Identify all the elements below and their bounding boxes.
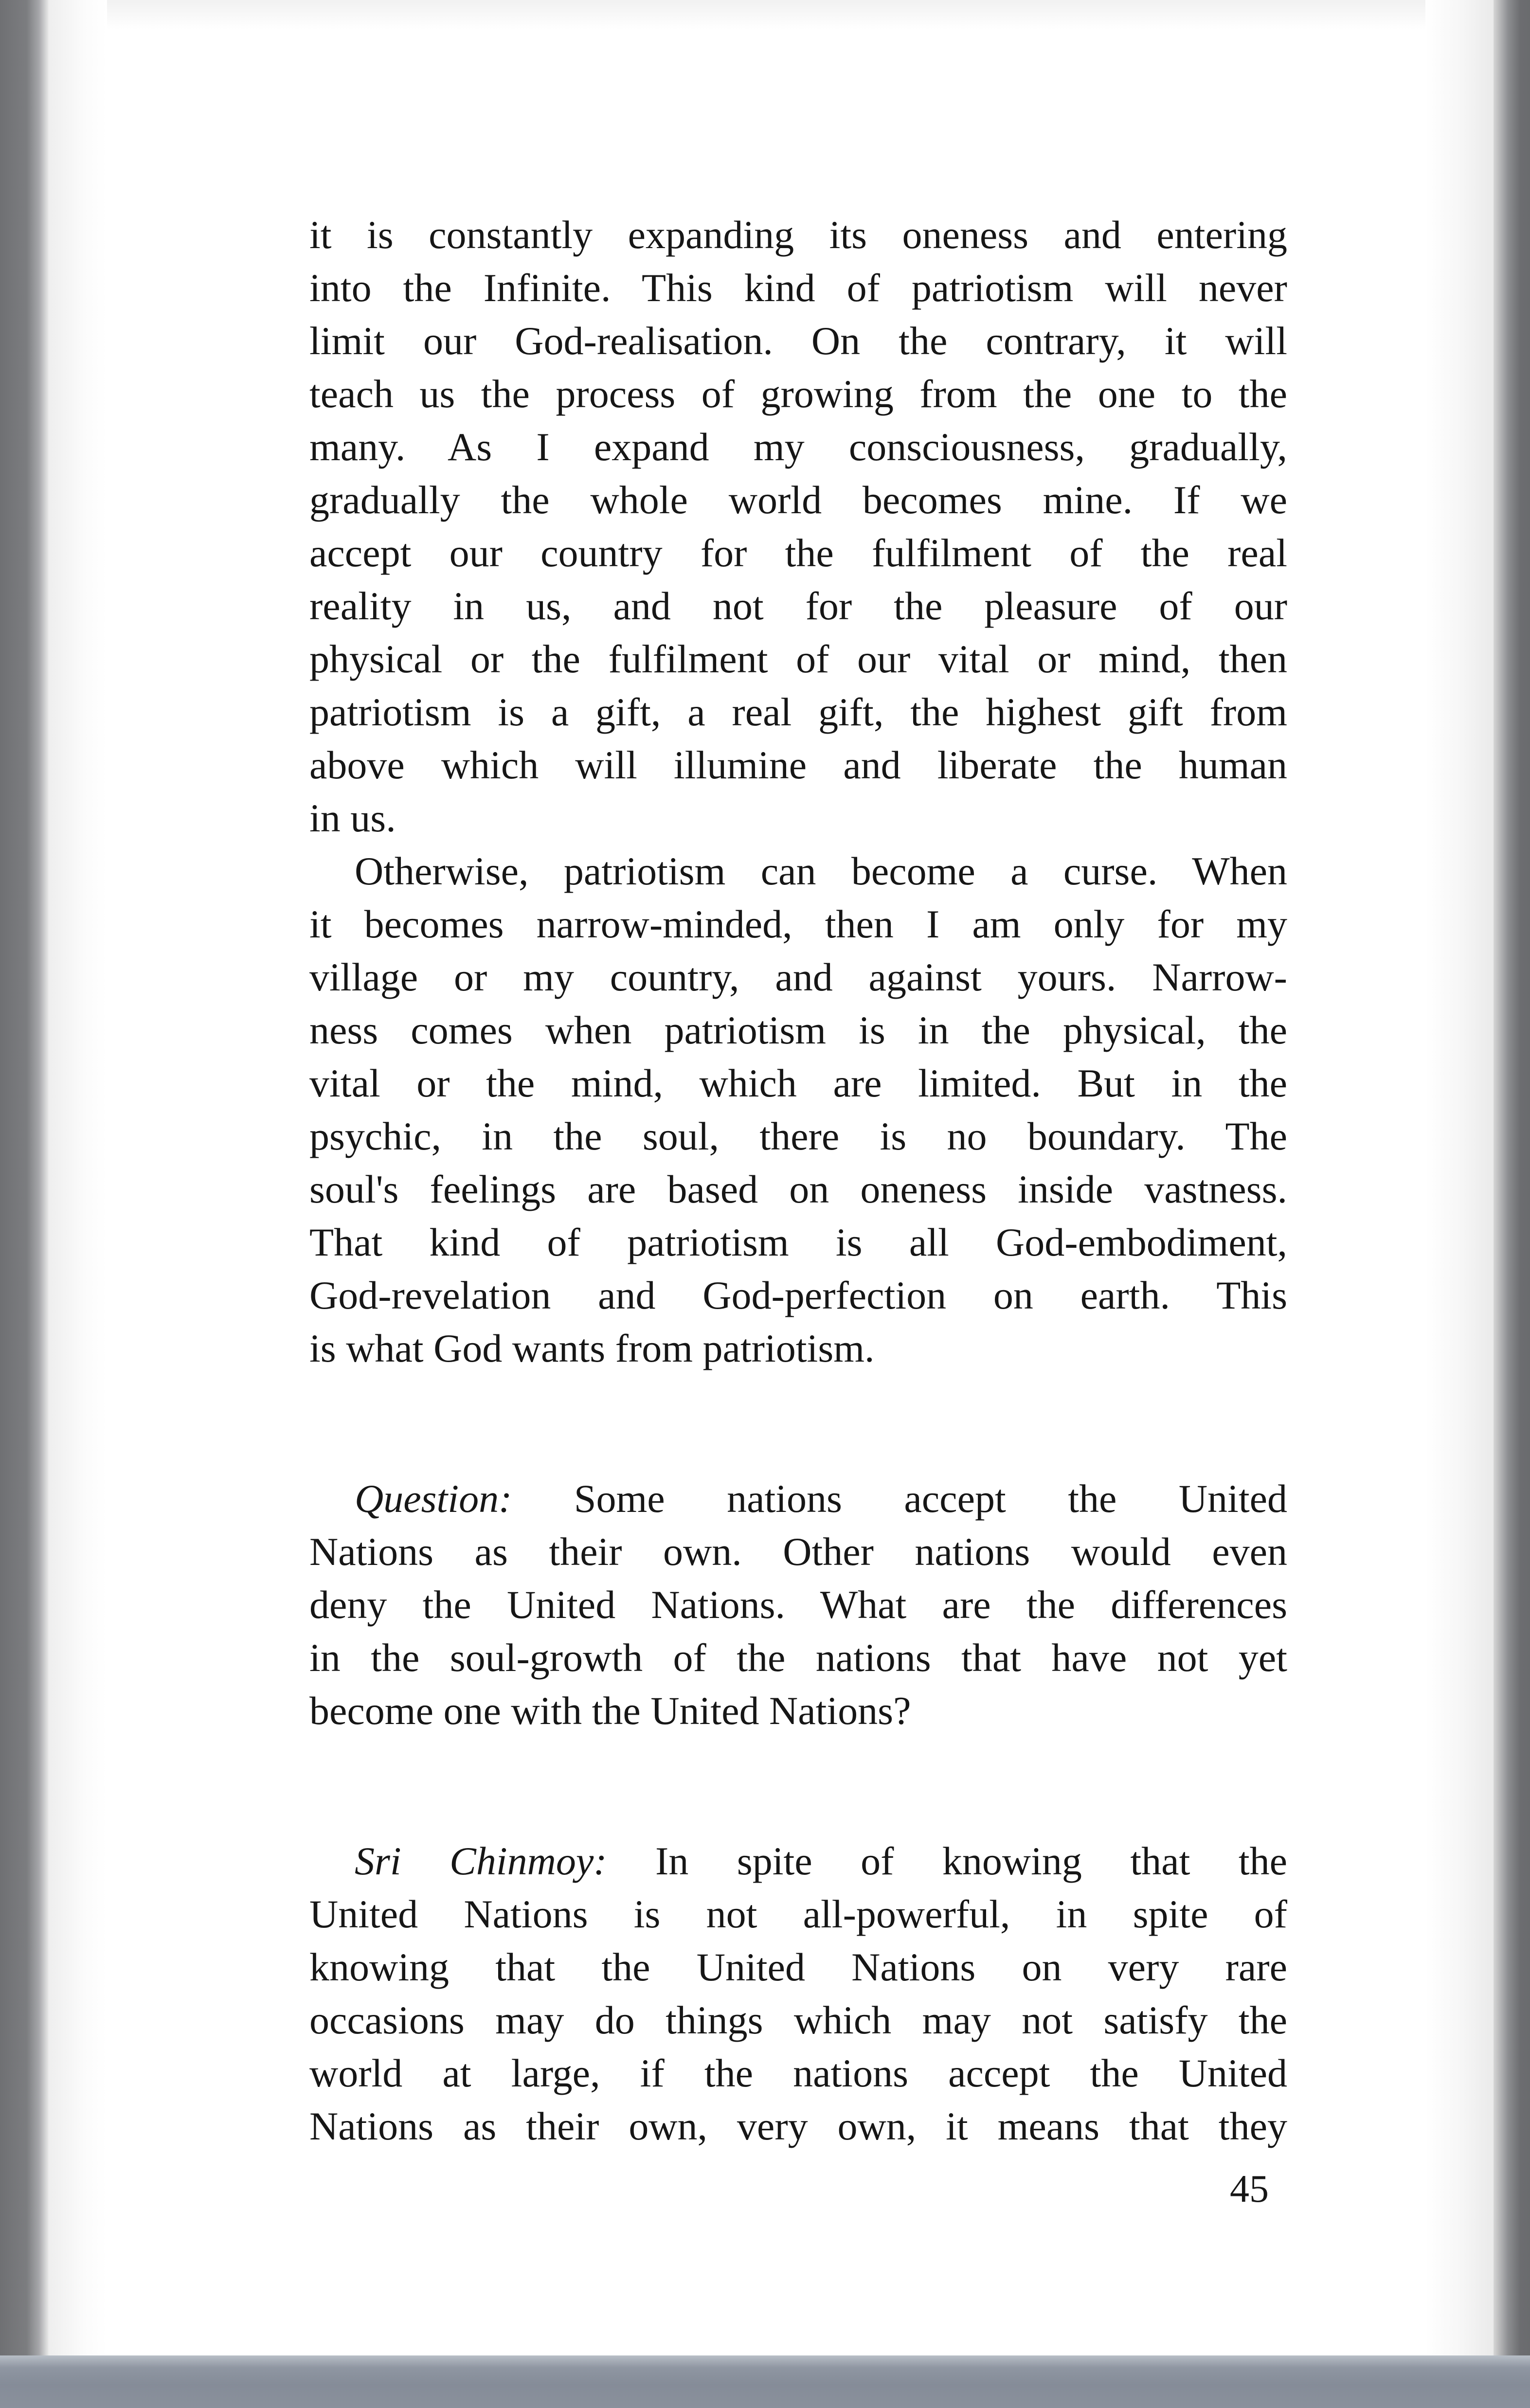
paragraph-1	[309, 208, 1287, 845]
text-line: teach us the process of growing from the one to the	[309, 372, 1287, 416]
page-number: 45	[1230, 2168, 1269, 2210]
text-line: occasions may do things which may not satisfy the	[309, 1998, 1287, 2042]
answer-label: Sri Chinmoy:	[355, 1839, 607, 1883]
scan-top-edge	[0, 0, 1530, 29]
scan-left-shadow	[49, 0, 107, 2408]
text-line: gradually the whole world becomes mine. If we	[309, 478, 1287, 522]
text-line: become one with the United Nations?	[309, 1689, 911, 1733]
text-line: village or my country, and against yours. Narrow-	[309, 955, 1287, 999]
text-line: Nations as their own, very own, it means that they	[309, 2104, 1287, 2148]
text-line: vital or the mind, which are limited. But in the	[309, 1061, 1287, 1105]
text-line: it becomes narrow-minded, then I am only for my	[309, 902, 1287, 946]
text-line: physical or the fulfilment of our vital or mind, then	[309, 637, 1287, 681]
question-block	[309, 1472, 1287, 1737]
text-line: above which will illumine and liberate the human	[309, 743, 1287, 787]
body-text	[309, 208, 1287, 2153]
text-line: ness comes when patriotism is in the physical, the	[309, 1008, 1287, 1052]
text-line: limit our God-realisation. On the contrary, it will	[309, 319, 1287, 363]
section-gap	[309, 1375, 1287, 1472]
section-gap	[309, 1737, 1287, 1834]
text-line: world at large, if the nations accept the United	[309, 2051, 1287, 2095]
text-line: many. As I expand my consciousness, gradually,	[309, 425, 1287, 469]
answer-first-line: In spite of knowing that the	[607, 1839, 1287, 1883]
scan-left-edge	[0, 0, 49, 2408]
text-line: Nations as their own. Other nations would even	[309, 1529, 1287, 1574]
text-line: reality in us, and not for the pleasure of our	[309, 584, 1287, 628]
text-line: soul's feelings are based on oneness inside vastness.	[309, 1167, 1287, 1211]
text-line: Otherwise, patriotism can become a curse. When	[355, 849, 1287, 893]
question-label: Question:	[355, 1476, 512, 1521]
text-line: knowing that the United Nations on very rare	[309, 1945, 1287, 1989]
paragraph-2	[309, 845, 1287, 1375]
text-line	[309, 1472, 1287, 1525]
text-line: deny the United Nations. What are the differences	[309, 1582, 1287, 1627]
text-line: psychic, in the soul, there is no boundary. The	[309, 1114, 1287, 1158]
question-first-line: Some nations accept the United	[512, 1476, 1287, 1521]
text-line: it is constantly expanding its oneness and entering	[309, 213, 1287, 257]
text-line: That kind of patriotism is all God-embodiment,	[309, 1220, 1287, 1264]
text-line: is what God wants from patriotism.	[309, 1326, 875, 1370]
scan-right-edge	[1494, 0, 1530, 2408]
text-line: into the Infinite. This kind of patriotism will never	[309, 266, 1287, 310]
text-line: in the soul-growth of the nations that have not yet	[309, 1635, 1287, 1680]
scan-bottom-edge	[0, 2355, 1530, 2408]
text-line	[309, 1834, 1287, 1887]
text-line: accept our country for the fulfilment of the real	[309, 531, 1287, 575]
text-line: in us.	[309, 796, 396, 840]
answer-block	[309, 1834, 1287, 2153]
scan-right-shadow	[1425, 0, 1494, 2408]
text-line: God-revelation and God-perfection on earth. This	[309, 1273, 1287, 1317]
text-line: United Nations is not all-powerful, in spite of	[309, 1892, 1287, 1936]
text-line: patriotism is a gift, a real gift, the highest gift from	[309, 690, 1287, 734]
